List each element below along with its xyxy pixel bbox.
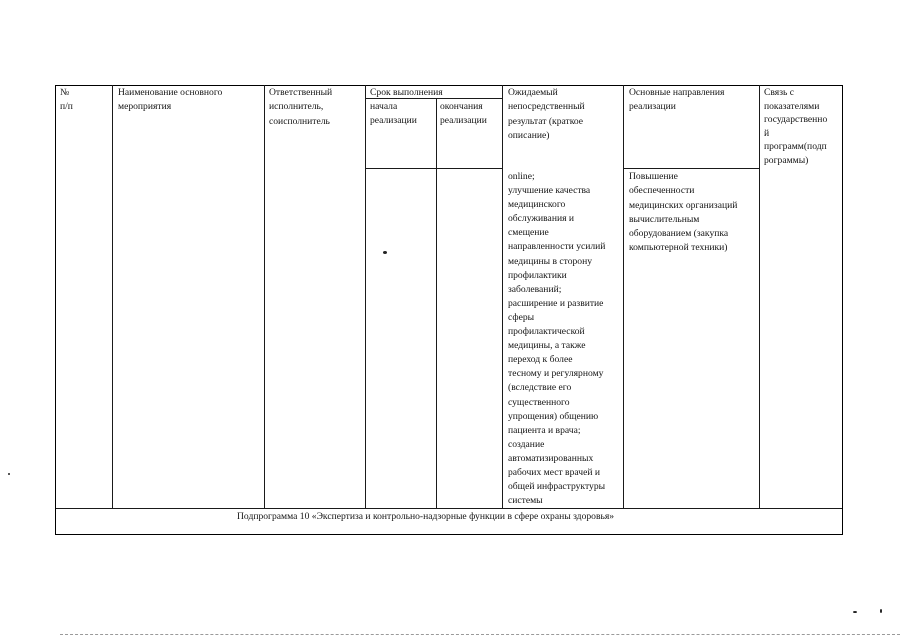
header-name: Наименование основного мероприятия [118,87,223,113]
header-directions: Основные направления реализации [629,87,725,113]
subprogram-title: Подпрограмма 10 «Экспертиза и контрольно-надзорные функции в сфере охраны здоровья» [237,511,615,522]
col-divider-4 [436,98,437,509]
scan-mark [8,473,10,475]
col-divider-6 [623,85,624,509]
scan-mark [383,251,387,254]
header-bottom-divider [365,168,502,169]
header-link: Связь с показателями государственно й программ(подп рограммы) [764,87,828,166]
header-deadline: Срок выполнения [370,87,443,98]
col-divider-3 [365,85,366,509]
table-right-border [842,85,843,535]
col-divider-5 [502,85,503,509]
table-bottom-border [55,534,843,535]
header-responsible: Ответственный исполнитель, соисполнитель [269,87,333,127]
header-num: № п/п [60,87,73,113]
scan-mark [853,611,857,613]
col-divider-7 [759,85,760,509]
table-left-border [55,85,56,535]
directions-description: Повышение обеспеченности медицинских организаций вычислительным оборудованием (закупка компьютерной техники) [629,171,738,254]
scan-mark [880,609,882,613]
col-divider-1 [112,85,113,509]
result-description: online; улучшение качества медицинского обслуживания и смещение направленности усилий медицины в сторону профилактики заболеваний; расширение и развитие сферы профилактической медицины, а также переход к более тесному и регулярному (вследствие его существенного упрощения) общению пациента и врача; создание автоматизированных рабочих мест врачей и общей инфраструктуры системы [508,171,606,507]
header-end: окончания реализации [440,101,487,127]
header-result: Ожидаемый непосредственный результат (краткое описание) [508,87,585,141]
link-header-divider [623,168,759,169]
col-divider-2 [264,85,265,509]
subprogram-top-border [55,508,843,509]
header-start: начала реализации [370,101,417,127]
page-bottom-rule [60,634,900,635]
